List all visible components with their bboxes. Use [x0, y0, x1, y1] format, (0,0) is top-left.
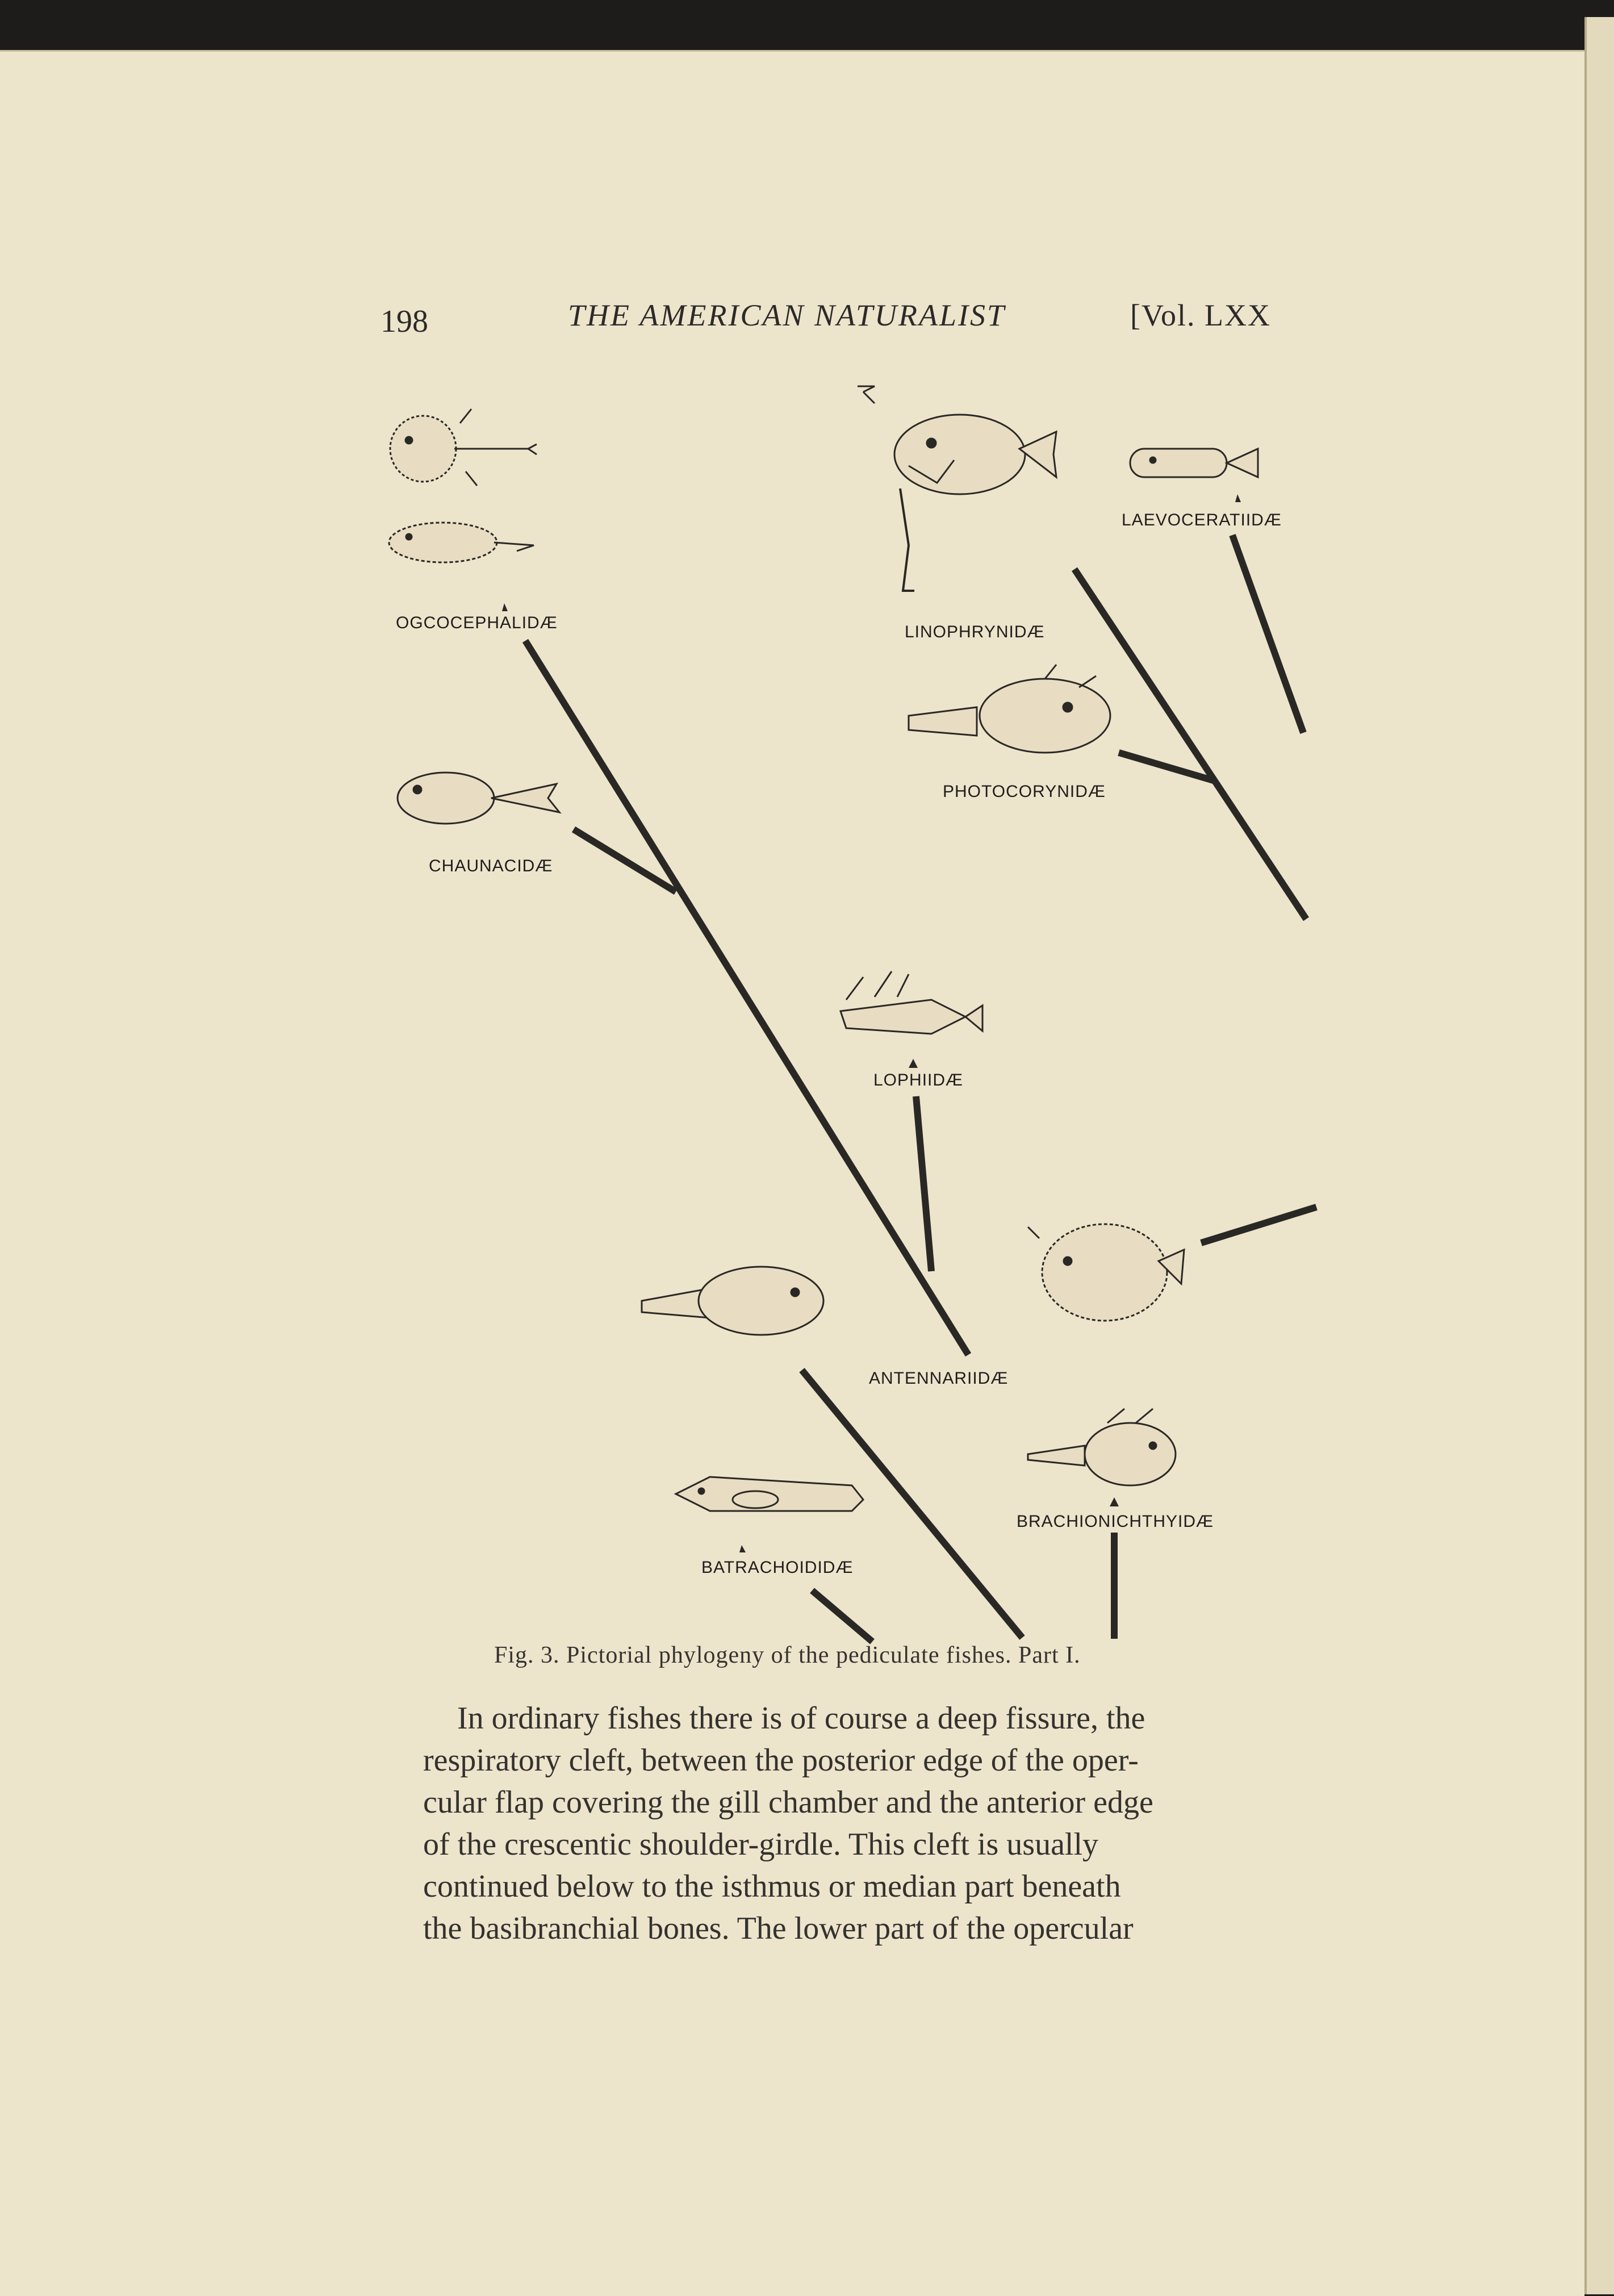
- linophryne-illustration: [858, 386, 1056, 591]
- label-photocorynidae: PHOTOCORYNIDÆ: [943, 782, 1106, 801]
- label-lophiidae: LOPHIIDÆ: [873, 1071, 964, 1089]
- sympterichthys-illustration: [1028, 1409, 1176, 1485]
- branch-antennariidae-stub: [1201, 1207, 1316, 1243]
- chaunax-illustration: [398, 773, 559, 824]
- arrow-brachionichthyidae: [1110, 1497, 1119, 1506]
- body-line: continued below to the isthmus or median part beneath: [423, 1869, 1121, 1904]
- label-ogcocephalidae: OGCOCEPHALIDÆ: [396, 613, 558, 632]
- body-line: the basibranchial bones. The lower part of the opercular: [423, 1911, 1134, 1946]
- page-number: 198: [380, 304, 428, 339]
- volume-number: [Vol. LXX: [1130, 298, 1272, 332]
- dibranchus-illustration: [389, 523, 534, 562]
- branch-linophrynidae: [1074, 569, 1306, 919]
- arrow-batrachoididae: [739, 1545, 746, 1552]
- label-linophrynidae: LINOPHRYNIDÆ: [905, 623, 1045, 641]
- journal-title: THE AMERICAN NATURALIST: [568, 298, 1006, 332]
- branch-laevoceratiidae: [1232, 535, 1303, 733]
- ogcocephalus-illustration: [390, 409, 537, 486]
- antennarius-illustration: [1028, 1224, 1184, 1321]
- body-line: cular flap covering the gill chamber and the anterior edge: [423, 1785, 1153, 1820]
- branch-batrachoididae: [812, 1590, 872, 1642]
- photocorynus-illustration: [909, 665, 1110, 753]
- porichthys-illustration: [676, 1477, 863, 1511]
- laevoceratias-illustration: [1130, 449, 1258, 477]
- body-line: In ordinary fishes there is of course a deep fissure, the: [457, 1701, 1145, 1736]
- figure-caption: Fig. 3. Pictorial phylogeny of the pediculate fishes. Part I.: [494, 1642, 1081, 1668]
- label-antennariidae: ANTENNARIIDÆ: [869, 1369, 1009, 1388]
- body-paragraph: [423, 1697, 1332, 1949]
- tetrabrachium-illustration: [642, 1267, 823, 1335]
- label-batrachoididae: BATRACHOIDIDÆ: [701, 1558, 854, 1577]
- body-line: respiratory cleft, between the posterior edge of the oper-: [423, 1743, 1139, 1778]
- label-laevoceratiidae: LAEVOCERATIIDÆ: [1122, 511, 1282, 529]
- body-line: of the crescentic shoulder-girdle. This cleft is usually: [423, 1827, 1099, 1862]
- arrow-laevoceratiidae: [1235, 494, 1241, 502]
- branch-lophiidae: [916, 1096, 931, 1271]
- branch-ogcocephalidae: [525, 641, 968, 1355]
- arrow-ogcocephalidae: [502, 603, 508, 611]
- lophius-illustration: [841, 971, 982, 1034]
- label-chaunacidae: CHAUNACIDÆ: [429, 857, 553, 875]
- arrow-lophiidae: [909, 1059, 918, 1068]
- label-brachionichthyidae: BRACHIONICHTHYIDÆ: [1017, 1512, 1214, 1531]
